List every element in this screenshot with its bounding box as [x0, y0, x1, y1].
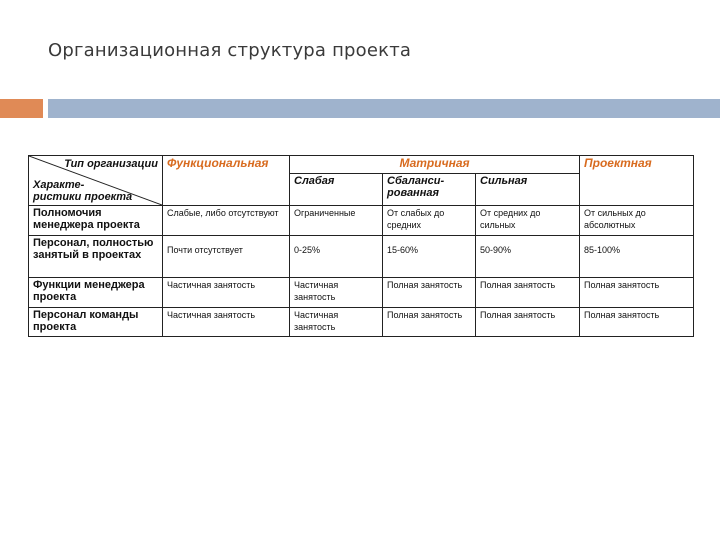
table-row: [29, 278, 694, 308]
cell-strong: 50-90%: [476, 236, 580, 278]
cell-strong: От средних до сильных: [476, 206, 580, 236]
cell-functional: Почти отсутствует: [163, 236, 290, 278]
row-label: Полномочия менеджера проекта: [29, 206, 163, 236]
cell-weak: 0-25%: [290, 236, 383, 278]
cell-functional: Слабые, либо отсутствуют: [163, 206, 290, 236]
cell-strong: Полная занятость: [476, 278, 580, 308]
cell-balanced: Полная занятость: [383, 278, 476, 308]
cell-functional: Частичная занятость: [163, 308, 290, 337]
row-label: Персонал, полностью занятый в проектах: [29, 236, 163, 278]
cell-project: От сильных до абсолютных: [580, 206, 694, 236]
cell-functional: Частичная занятость: [163, 278, 290, 308]
sub-header-strong: Сильная: [476, 174, 580, 206]
cell-project: Полная занятость: [580, 278, 694, 308]
row-label: Персонал команды проекта: [29, 308, 163, 337]
slide-title: Организационная структура проекта: [48, 40, 412, 61]
table-row: [29, 206, 694, 236]
sub-header-balanced: Сбаланси- рованная: [383, 174, 476, 206]
cell-weak: Частичная занятость: [290, 278, 383, 308]
cell-balanced: 15-60%: [383, 236, 476, 278]
cell-balanced: Полная занятость: [383, 308, 476, 337]
org-structure-table-wrapper: [28, 155, 693, 336]
corner-bottom-label: Характе- ристики проекта: [33, 179, 133, 203]
org-structure-table: [28, 155, 694, 337]
accent-bar-blue: [48, 99, 720, 118]
corner-top-label: Тип организации: [64, 158, 158, 170]
cell-balanced: От слабых до средних: [383, 206, 476, 236]
col-project-header: Проектная: [580, 156, 694, 206]
row-label: Функции менеджера проекта: [29, 278, 163, 308]
cell-project: 85-100%: [580, 236, 694, 278]
table-row: [29, 308, 694, 337]
cell-project: Полная занятость: [580, 308, 694, 337]
accent-bar-orange: [0, 99, 43, 118]
cell-weak: Ограниченные: [290, 206, 383, 236]
sub-header-weak: Слабая: [290, 174, 383, 206]
cell-strong: Полная занятость: [476, 308, 580, 337]
col-matrix-header: Матричная: [290, 156, 580, 174]
corner-header-cell: [29, 156, 163, 206]
table-row: [29, 236, 694, 278]
col-functional-header: Функциональная: [163, 156, 290, 206]
cell-weak: Частичная занятость: [290, 308, 383, 337]
